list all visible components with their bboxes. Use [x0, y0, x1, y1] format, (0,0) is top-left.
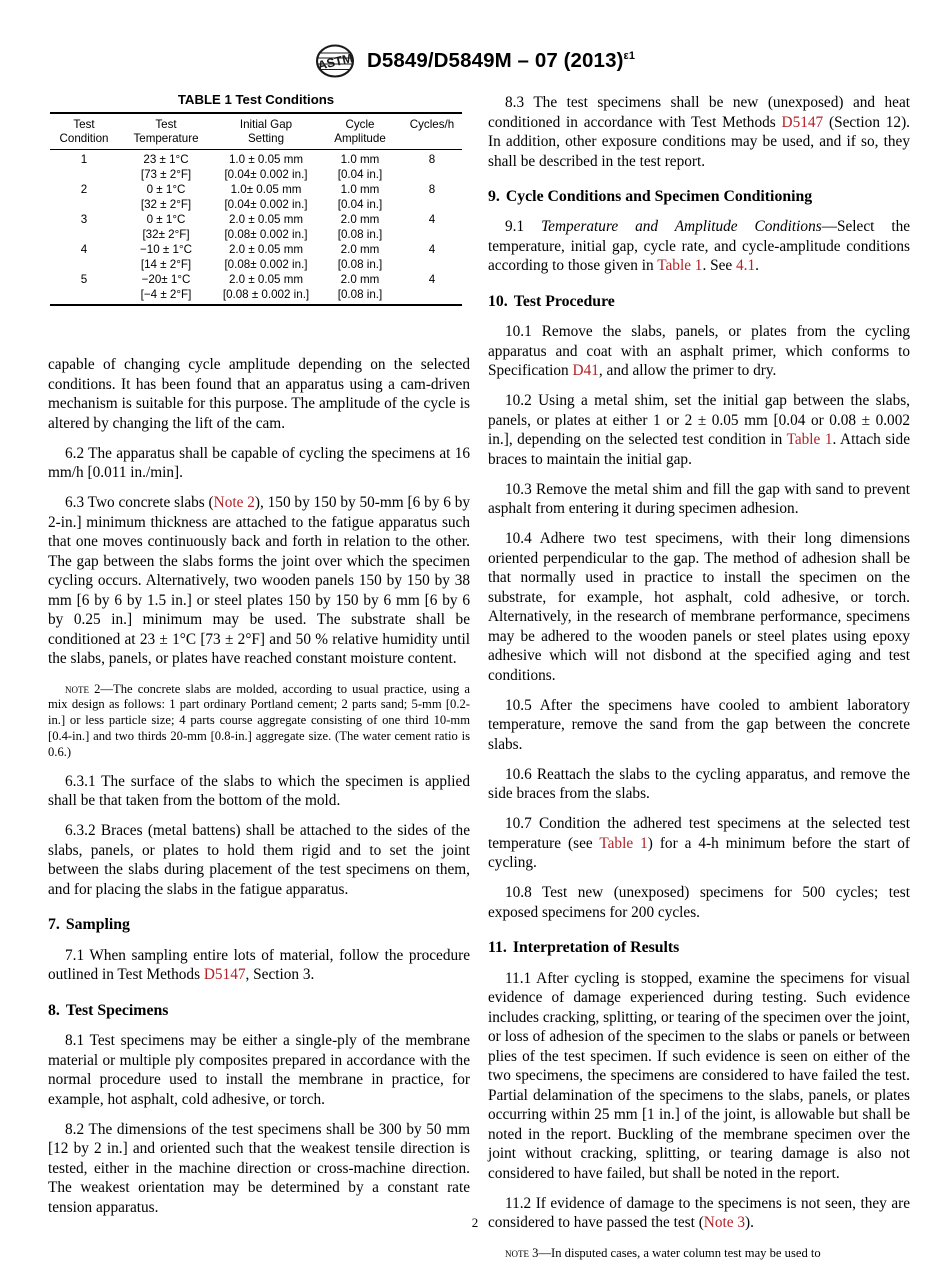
cell-gap-si: 2.0 ± 0.05 mm [228, 242, 304, 256]
standard-reference-d5147[interactable]: D5147 [781, 113, 824, 131]
header-line-2: Temperature [133, 131, 199, 145]
designation-text: D5849/D5849M – 07 (2013) [366, 49, 624, 72]
para-10-2-text-a: 10.2 Using a metal shim, set the initial gap between the slabs, panels, or plates at either 1 or 2 ± 0.05 mm [0.04 or 0.08 ± 0.002 in.], depending on the selected test condition in [488, 392, 910, 449]
cell-empty [50, 257, 118, 272]
para-11-2-text-b: ). [745, 1214, 754, 1232]
page-number: 2 [471, 1215, 479, 1230]
cell-gap-ip: [0.04± 0.002 in.] [224, 198, 308, 212]
paragraph-10-1 [488, 322, 910, 381]
cell-gap-ip: [0.04± 0.002 in.] [224, 168, 308, 182]
para-9-1-subtitle: Temperature and Amplitude Conditions [541, 218, 822, 236]
paragraph-8-2: 8.2 The dimensions of the test specimens shall be 300 by 50 mm [12 by 2 in.] and oriented such that the weakest tensile direction is tested, either in the machine direction or cross-machine direction. The weakest orientation may be determined by a constant rate tension apparatus. [48, 1120, 470, 1216]
heading-section-9 [488, 188, 910, 207]
table-row-alt-units [50, 287, 462, 304]
table-row [50, 150, 462, 168]
cell-empty [402, 168, 462, 183]
table-body [50, 150, 462, 305]
para-10-2-text-b: . Attach side braces to maintain the initial gap. [488, 431, 910, 468]
header-line-2: Condition [59, 131, 109, 145]
table-row-alt-units [50, 198, 462, 213]
cell-cycles: 4 [428, 242, 436, 256]
heading-section-10 [488, 293, 910, 312]
paragraph-10-2 [488, 391, 910, 469]
note-3 [488, 1246, 910, 1262]
para-11-2-text-a: 11.2 If evidence of damage to the specimens is not seen, they are considered to have passed the test ( [488, 1194, 910, 1232]
section-8-title: Test Specimens [65, 1001, 169, 1019]
table-row-alt-units [50, 257, 462, 272]
column-header-cycle-amplitude [318, 113, 402, 150]
cell-gap-si: 2.0 ± 0.05 mm [228, 272, 304, 286]
right-text-column [488, 93, 910, 1262]
paragraph-8-1: 8.1 Test specimens may be either a single-ply of the membrane material or multiple ply composites prepared in accordance with the normal procedure used to install the membrane in practice, for example, hot asphalt, cold adhesive, or torch. [48, 1032, 470, 1108]
section-7-number: 7. [48, 916, 60, 934]
test-conditions-table [50, 112, 462, 304]
paragraph-6-1-continued: capable of changing cycle amplitude depending on the selected conditions. It has been found that an apparatus using a cam-driven mechanism is suitable for this purpose. The amplitude of the cycle is altered by changing the lift of the cam. [48, 356, 470, 432]
paragraph-6-2: 6.2 The apparatus shall be capable of cycling the specimens at 16 mm/h [0.011 in./min]. [48, 444, 470, 481]
para-9-1-text-a: —Select the temperature, initial gap, cycle rate, and cycle-amplitude conditions according to those given in [488, 218, 911, 275]
cell-gap-si: 1.0± 0.05 mm [230, 183, 302, 197]
cell-cycles: 8 [402, 150, 462, 168]
cell-empty [50, 198, 118, 213]
section-8-number: 8. [48, 1001, 60, 1019]
cell-empty [402, 257, 462, 272]
paragraph-8-3 [488, 93, 910, 171]
table-1-reference-link[interactable]: Table 1 [786, 431, 833, 449]
cell-condition: 3 [80, 212, 88, 226]
section-11-number: 11. [488, 939, 507, 957]
cell-temperature-si: 23 ± 1°C [118, 150, 214, 168]
table-row-alt-units [50, 227, 462, 242]
table-row [50, 242, 462, 257]
para-7-1-text-a: 7.1 When sampling entire lots of material, follow the procedure outlined in Test Methods [48, 946, 470, 984]
header-line-2: Setting [247, 131, 285, 145]
note-2-label: note [65, 681, 89, 696]
header-line-1: Test [73, 118, 95, 131]
cell-cycles: 4 [428, 212, 436, 226]
cell-condition: 2 [80, 183, 88, 197]
header-line-1: Test [155, 118, 177, 131]
cell-condition: 5 [80, 272, 88, 286]
heading-section-11 [488, 939, 910, 958]
paragraph-6-3-2: 6.3.2 Braces (metal battens) shall be attached to the sides of the slabs, panels, or plates to hold them rigid and to set the joint between the slabs during placement of the test specimens on them, and for placing the slabs in the fatigue apparatus. [48, 822, 470, 898]
column-header-cycles-per-hour [402, 113, 462, 150]
para-7-1-text-b: , Section 3. [245, 966, 315, 984]
note-2 [48, 682, 470, 762]
table-1-reference-link[interactable]: Table 1 [599, 834, 648, 852]
cell-empty [402, 227, 462, 242]
cell-amplitude-si: 1.0 mm [318, 150, 402, 168]
para-10-1-text-b: , and allow the primer to dry. [598, 362, 777, 380]
cell-amplitude-ip: [0.04 in.] [337, 168, 383, 182]
para-9-1-text-b: . See [702, 257, 737, 275]
left-text-column [48, 355, 470, 1217]
column-header-test-condition [50, 113, 118, 150]
section-9-number: 9. [488, 188, 500, 205]
cell-amplitude-si: 2.0 mm [340, 212, 380, 226]
paragraph-10-5: 10.5 After the specimens have cooled to ambient laboratory temperature, remove the sand from the gap between the concrete slabs. [488, 696, 910, 753]
cell-gap-ip: [0.08± 0.002 in.] [224, 257, 308, 271]
cell-amplitude-ip: [0.08 in.] [337, 257, 383, 271]
section-4-1-reference-link[interactable]: 4.1 [736, 257, 756, 275]
cell-empty [50, 227, 118, 242]
para-6-3-text-a: 6.3 Two concrete slabs ( [65, 494, 214, 511]
note-3-reference-link[interactable]: Note 3 [703, 1214, 746, 1232]
cell-temperature-si: 0 ± 1°C [146, 183, 186, 197]
section-10-number: 10. [488, 292, 508, 310]
standard-reference-d41[interactable]: D41 [572, 362, 599, 380]
astm-logo [315, 44, 355, 78]
cell-temperature-ip: [73 ± 2°F] [140, 168, 192, 182]
header-line-1: Cycles/h [409, 118, 455, 131]
heading-section-7 [48, 916, 470, 935]
table-row [50, 272, 462, 287]
cell-temperature-si: 0 ± 1°C [146, 212, 186, 226]
section-7-title: Sampling [65, 916, 130, 934]
table-row [50, 212, 462, 227]
note-2-text: The concrete slabs are molded, according to usual practice, using a mix design as follows: 1 part ordinary Portland cement; 2 parts sand; 5-mm [0.2-in.] or less particle size; 4 parts course aggregate consisting of one third 10-mm [0.4-in.] and two thirds 20-mm [0.8-in.] aggregate size. (The water cement ratio is 0.6.) [48, 681, 470, 760]
cell-empty [50, 287, 118, 304]
table-1-reference-link[interactable]: Table 1 [657, 257, 703, 275]
para-6-3-text-b: ), 150 by 150 by 50-mm [6 by 6 by 2-in.] minimum thickness are attached to the fatigue apparatus such that one moves continuously back and forth in relation to the other. The gap between the slabs forms the joint over which the specimen cycling occurs. Alternatively, two wooden panels 150 by 150 by 38 mm [6 by 6 by 1.5 in.] or steel plates 150 by 150 by 6 mm [6 by 6 by 0.25 in.] minimum may be used. The substrate shall be conditioned at 23 ± 1°C [73 ± 2°F] and 50 % relative humidity until the slabs, panels, or plates have reached constant moisture content. [48, 494, 470, 667]
cell-cycles: 4 [428, 272, 436, 286]
cell-empty [402, 287, 462, 304]
cell-gap-si: 2.0 ± 0.05 mm [228, 212, 304, 226]
designation-superscript: ε1 [623, 50, 636, 63]
cell-amplitude-ip: [0.04 in.] [337, 198, 383, 212]
cell-amplitude-si: 1.0 mm [340, 183, 380, 197]
table-row [50, 183, 462, 198]
cell-gap-si: 1.0 ± 0.05 mm [214, 150, 318, 168]
cell-amplitude-si: 2.0 mm [340, 242, 380, 256]
para-9-1-number: 9.1 [505, 218, 542, 236]
page-header [0, 44, 950, 78]
header-line-1: Initial Gap [239, 118, 293, 131]
column-header-initial-gap-setting [214, 113, 318, 150]
paragraph-11-1: 11.1 After cycling is stopped, examine the specimens for visual evidence of damage experienced during testing. Such evidence includes cracking, splitting, or tearing of the specimen over the joint, or loss of adhesion of the specimen to the slabs or panels or between plies of the test specimen. If such evidence is seen on either of the two specimens, the specimens are considered to have failed the test. Partial delamination of the specimens to the slabs, panels, or plates occurring within 25 mm [1 in.] of the joint, is allowable but shall be noted in the report. Buckling of the membrane specimen over the joint without cracking, splitting, or tearing damage is also not considered to have failed, but shall be noted in the report. [488, 969, 910, 1182]
para-8-3-text-a: 8.3 The test specimens shall be new (unexposed) and heat conditioned in accordance with Test Methods [488, 94, 910, 131]
heading-section-8 [48, 1002, 470, 1021]
note-3-text: In disputed cases, a water column test may be used to [551, 1245, 821, 1260]
table-1-container [50, 92, 462, 306]
cell-empty [402, 198, 462, 213]
paragraph-10-3: 10.3 Remove the metal shim and fill the gap with sand to prevent asphalt from entering it during specimen adhesion. [488, 480, 910, 518]
section-9-title: Cycle Conditions and Specimen Conditioning [505, 188, 813, 205]
standard-designation [367, 49, 635, 73]
table-title: TABLE 1 Test Conditions [177, 92, 335, 107]
paragraph-7-1 [48, 946, 470, 985]
paragraph-6-3 [48, 493, 470, 669]
table-bottom-rule [50, 304, 462, 306]
paragraph-10-7 [488, 814, 910, 873]
section-10-title: Test Procedure [513, 292, 615, 310]
paragraph-10-8: 10.8 Test new (unexposed) specimens for 500 cycles; test exposed specimens for 200 cycles. [488, 884, 910, 921]
cell-condition: 1 [50, 150, 118, 168]
cell-empty [50, 168, 118, 183]
cell-amplitude-si: 2.0 mm [340, 272, 380, 286]
cell-temperature-ip: [32 ± 2°F] [140, 198, 192, 212]
note-3-number: 3— [529, 1245, 552, 1260]
note-2-reference-link[interactable]: Note 2 [213, 494, 255, 511]
para-10-1-text-a: 10.1 Remove the slabs, panels, or plates from the cycling apparatus and coat with an asphalt primer, which conforms to Specification [488, 323, 910, 380]
table-header [50, 113, 462, 150]
svg-text:ASTM: ASTM [316, 51, 355, 73]
header-line-2: Amplitude [334, 131, 386, 145]
header-line-1: Cycle [345, 118, 375, 131]
cell-temperature-ip: [14 ± 2°F] [140, 257, 192, 271]
standard-reference-d5147[interactable]: D5147 [203, 966, 246, 984]
para-9-1-text-c: . [755, 257, 759, 275]
cell-temperature-ip: [32± 2°F] [142, 227, 190, 241]
paragraph-10-6: 10.6 Reattach the slabs to the cycling apparatus, and remove the side braces from the slabs. [488, 765, 910, 803]
cell-condition: 4 [80, 242, 88, 256]
note-3-label: note [505, 1245, 529, 1260]
cell-gap-ip: [0.08± 0.002 in.] [224, 227, 308, 241]
paragraph-10-4: 10.4 Adhere two test specimens, with their long dimensions oriented perpendicular to the gap. The method of adhesion shall be that normally used in practice to install the specimen on the substrate, for example, hot asphalt, cold adhesive, or torch. Alternatively, in the research of membrane performance, specimens may be adhered to the wooden panels or steel plates using epoxy adhesive which will not disbond at the specified aging and test conditions. [488, 530, 910, 684]
note-2-number: 2— [89, 681, 114, 696]
cell-temperature-ip: [−4 ± 2°F] [140, 287, 192, 301]
paragraph-9-1 [488, 217, 910, 276]
column-header-test-temperature [118, 113, 214, 150]
paragraph-6-3-1: 6.3.1 The surface of the slabs to which the specimen is applied shall be that taken from the bottom of the mold. [48, 772, 470, 810]
para-10-7-text-a: 10.7 Condition the adhered test specimens at the selected test temperature (see [488, 815, 910, 852]
para-8-3-text-b: (Section 12). In addition, other exposure conditions may be used, and if so, they shall be described in the test report. [488, 113, 910, 170]
cell-gap-ip: [0.08 ± 0.002 in.] [222, 287, 310, 301]
cell-amplitude-ip: [0.08 in.] [337, 227, 383, 241]
cell-cycles: 8 [428, 183, 436, 197]
table-row-alt-units [50, 168, 462, 183]
section-11-title: Interpretation of Results [512, 939, 680, 957]
cell-temperature-si: −20± 1°C [141, 272, 191, 286]
cell-amplitude-ip: [0.08 in.] [337, 287, 383, 301]
para-10-7-text-b: ) for a 4-h minimum before the start of cycling. [488, 834, 911, 872]
cell-temperature-si: −10 ± 1°C [140, 242, 192, 256]
